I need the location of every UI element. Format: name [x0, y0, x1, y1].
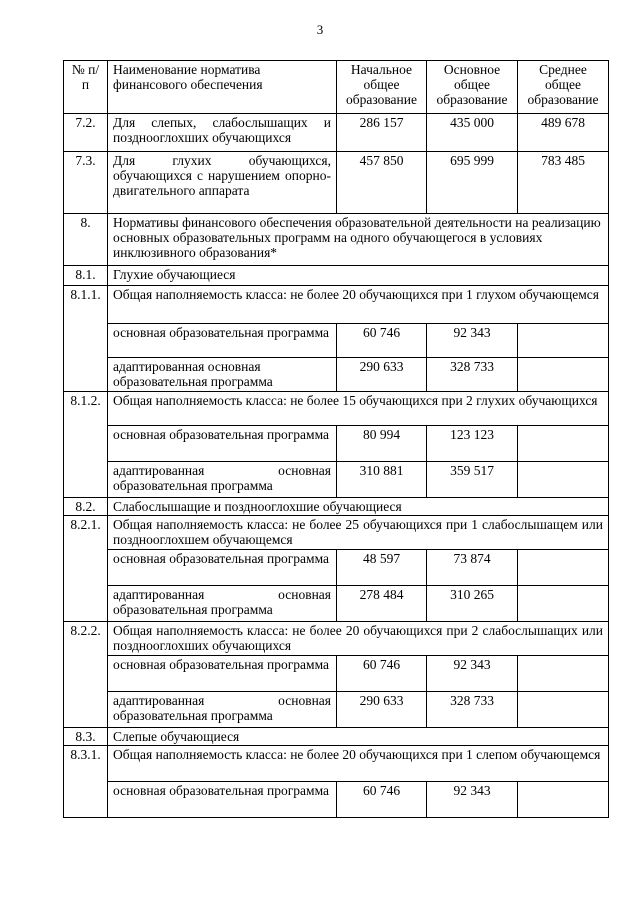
value-secondary: [518, 550, 609, 586]
value-secondary: [518, 656, 609, 692]
program-name: адаптированная основная образовательная программа: [108, 358, 337, 392]
table-row: [64, 782, 609, 818]
program-name: основная образовательная программа: [108, 426, 337, 462]
header-secondary: Среднее общее образование: [518, 61, 609, 114]
value-primary: 278 484: [337, 586, 427, 622]
value-basic: 310 265: [427, 586, 518, 622]
program-name: основная образовательная программа: [108, 324, 337, 358]
subsection-title: Общая наполняемость класса: не более 15 обучающихся при 2 глухих обучающихся: [108, 392, 609, 426]
row-num: 7.2.: [64, 114, 108, 152]
value-basic: 73 874: [427, 550, 518, 586]
program-name: основная образовательная программа: [108, 656, 337, 692]
value-secondary: [518, 782, 609, 818]
program-name: основная образовательная программа: [108, 782, 337, 818]
section-row: [64, 214, 609, 266]
subsection-title: Общая наполняемость класса: не более 20 обучающихся при 2 слабослышащих или позднооглохших обучающихся: [108, 622, 609, 656]
section-title: Слабослышащие и позднооглохшие обучающиеся: [108, 498, 609, 516]
section-title: Нормативы финансового обеспечения образовательной деятельности на реализацию основных образовательных программ на одного обучающегося в условиях инклюзивного образования*: [108, 214, 609, 266]
value-primary: 60 746: [337, 656, 427, 692]
header-name: Наименование норматива финансового обеспечения: [108, 61, 337, 114]
table-row: [64, 324, 609, 358]
value-primary: 290 633: [337, 358, 427, 392]
value-secondary: 489 678: [518, 114, 609, 152]
row-name: Для слепых, слабослышащих и позднооглохших обучающихся: [108, 114, 337, 152]
value-primary: 80 994: [337, 426, 427, 462]
value-secondary: [518, 426, 609, 462]
subsection-title: Общая наполняемость класса: не более 20 обучающихся при 1 слепом обучающемся: [108, 746, 609, 782]
page-number: 3: [316, 22, 324, 37]
section-title: Глухие обучающиеся: [108, 266, 609, 286]
section-row: [64, 266, 609, 286]
table-header-row: [64, 61, 609, 114]
value-primary: 60 746: [337, 782, 427, 818]
value-basic: 92 343: [427, 656, 518, 692]
value-secondary: [518, 586, 609, 622]
row-num: 7.3.: [64, 152, 108, 214]
row-num: 8.1.2.: [64, 392, 108, 498]
table-row: [64, 152, 609, 214]
value-primary: 457 850: [337, 152, 427, 214]
table-row: [64, 462, 609, 498]
row-num: 8.2.: [64, 498, 108, 516]
value-secondary: [518, 358, 609, 392]
subsection-row: [64, 392, 609, 426]
header-num: № п/п: [64, 61, 108, 114]
table-row: [64, 426, 609, 462]
table-row: [64, 656, 609, 692]
row-num: 8.3.1.: [64, 746, 108, 818]
table-row: [64, 692, 609, 728]
section-title: Слепые обучающиеся: [108, 728, 609, 746]
subsection-row: [64, 746, 609, 782]
row-num: 8.2.2.: [64, 622, 108, 728]
header-primary: Начальное общее образование: [337, 61, 427, 114]
row-num: 8.2.1.: [64, 516, 108, 622]
subsection-title: Общая наполняемость класса: не более 20 обучающихся при 1 глухом обучающемся: [108, 286, 609, 324]
value-basic: 328 733: [427, 358, 518, 392]
program-name: основная образовательная программа: [108, 550, 337, 586]
value-primary: 286 157: [337, 114, 427, 152]
value-secondary: [518, 692, 609, 728]
subsection-row: [64, 516, 609, 550]
table-row: [64, 586, 609, 622]
table-row: [64, 114, 609, 152]
value-secondary: [518, 462, 609, 498]
value-basic: 92 343: [427, 782, 518, 818]
row-num: 8.: [64, 214, 108, 266]
program-name: адаптированная основная образовательная программа: [108, 586, 337, 622]
value-basic: 359 517: [427, 462, 518, 498]
value-basic: 695 999: [427, 152, 518, 214]
value-basic: 123 123: [427, 426, 518, 462]
program-name: адаптированная основная образовательная программа: [108, 692, 337, 728]
subsection-row: [64, 286, 609, 324]
value-secondary: 783 485: [518, 152, 609, 214]
header-basic: Основное общее образование: [427, 61, 518, 114]
financing-standards-table: [63, 60, 609, 818]
subsection-title: Общая наполняемость класса: не более 25 обучающихся при 1 слабослышащем или позднооглохшем обучающемся: [108, 516, 609, 550]
value-primary: 290 633: [337, 692, 427, 728]
row-num: 8.1.1.: [64, 286, 108, 392]
value-basic: 328 733: [427, 692, 518, 728]
section-row: [64, 498, 609, 516]
value-basic: 435 000: [427, 114, 518, 152]
value-basic: 92 343: [427, 324, 518, 358]
row-name: Для глухих обучающихся, обучающихся с нарушением опорно-двигательного аппарата: [108, 152, 337, 214]
row-num: 8.1.: [64, 266, 108, 286]
value-primary: 310 881: [337, 462, 427, 498]
value-primary: 48 597: [337, 550, 427, 586]
section-row: [64, 728, 609, 746]
table-row: [64, 358, 609, 392]
value-primary: 60 746: [337, 324, 427, 358]
table-row: [64, 550, 609, 586]
subsection-row: [64, 622, 609, 656]
program-name: адаптированная основная образовательная программа: [108, 462, 337, 498]
value-secondary: [518, 324, 609, 358]
row-num: 8.3.: [64, 728, 108, 746]
